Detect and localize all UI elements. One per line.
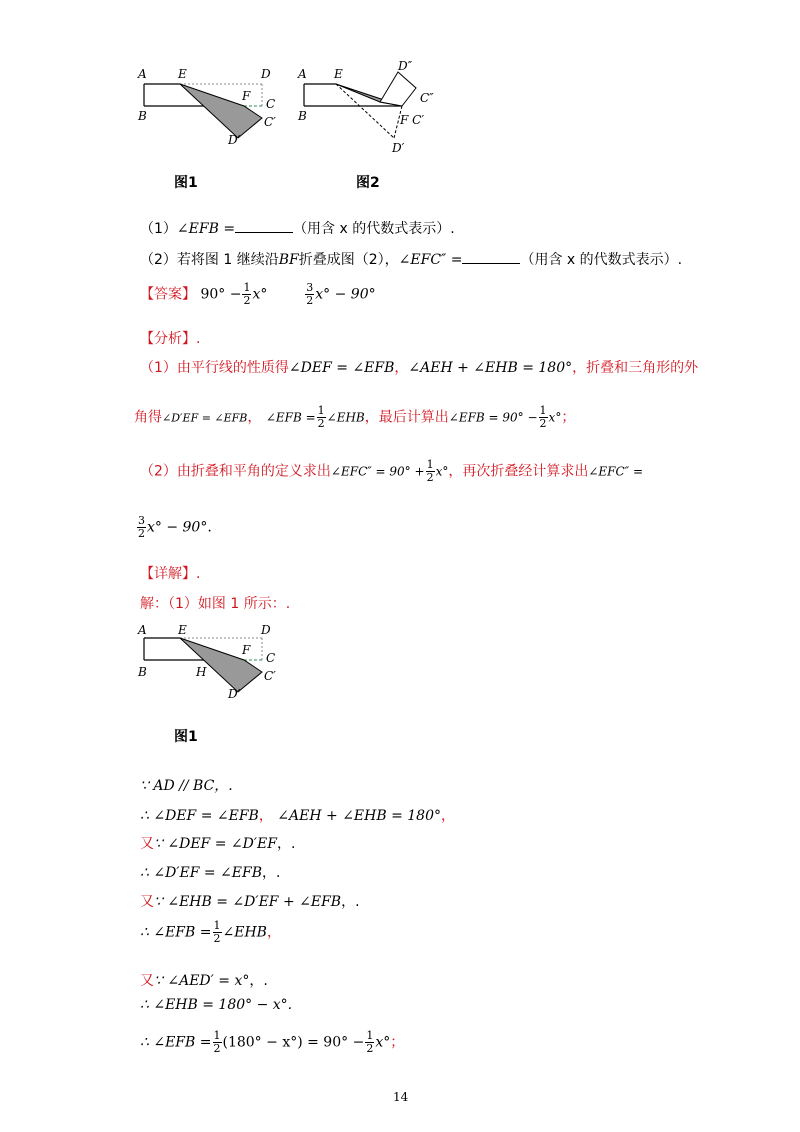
label-D: D [261,623,271,637]
question-1: （1）∠EFB = （用含 x 的代数式表示）. [140,221,455,237]
label-C-prime: C′ [264,669,276,683]
label-D-prime: D′ [392,141,405,155]
analysis-line-3: （2）由折叠和平角的定义求出∠EFC″ = 90° + $\frac{1}{2}$ x°，再次折叠经计算求出∠EFC″ = [140,458,644,484]
answer-blank-2[interactable] [462,251,520,264]
label-A: A [298,67,307,81]
label-E: E [178,623,187,637]
page-number: 14 [393,1090,409,1104]
step-2: ∴ ∠DEF = ∠EFB， ∠AEH + ∠EHB = 180°， [140,808,455,824]
figure-2-top [294,58,454,162]
analysis-line-4: $\frac{3}{2}$ x° − 90°. [138,514,212,540]
label-C-double-prime: C″ [420,91,434,105]
step-8: ∴ ∠EHB = 180° − x°. [140,997,293,1013]
label-F: F [242,89,251,103]
step-9: ∴ ∠EFB = $\frac{1}{2}$ (180° − x°) = 90° − $\frac{1}{2}$ x°； [140,1029,405,1055]
step-7: 又∵ ∠AED′ = x°，. [140,973,268,989]
step-6: ∴ ∠EFB = $\frac{1}{2}$ ∠EHB， [140,919,281,945]
label-D: D [261,67,271,81]
label-E: E [334,67,343,81]
figure-1-top [134,62,284,162]
question-2: （2）若将图 1 继续沿BF折叠成图（2），∠EFC″ = （用含 x 的代数式表示）. [140,252,683,268]
step-1: ∵ AD // BC，. [140,778,233,794]
answer-blank-1[interactable] [235,220,293,233]
figure-1-detail-caption: 图1 [174,729,198,745]
figure-1-caption: 图1 [174,175,198,191]
label-A: A [138,67,147,81]
answer-line: 【答案】 90° − $\frac{1}{2}$ x° $\frac{3}{2}$ x° − 90° [140,281,376,307]
label-B: B [138,109,147,123]
figure-1-detail [134,622,284,708]
analysis-line-1: （1）由平行线的性质得∠DEF = ∠EFB，∠AEH + ∠EHB = 180°，折叠和三角形的外 [140,360,699,376]
step-4: ∴ ∠D′EF = ∠EFB，. [140,865,281,881]
label-C: C [266,651,276,665]
step-5: 又∵ ∠EHB = ∠D′EF + ∠EFB，. [140,894,360,910]
label-H: H [196,665,207,679]
step-3: 又∵ ∠DEF = ∠D′EF，. [140,836,296,852]
label-C: C [266,97,276,111]
figure-1-diagram [134,62,284,162]
label-F-C-prime: F C′ [400,113,425,127]
label-E: E [178,67,187,81]
label-B: B [298,109,307,123]
detail-intro: 解：（1）如图 1 所示：. [140,596,291,612]
analysis-line-2: 角得∠D′EF = ∠EFB， ∠EFB = $\frac{1}{2}$ ∠EHB，最后计算出∠EFB = 90° − $\frac{1}{2}$ x°； [134,404,576,430]
figure-2-caption: 图2 [356,175,380,191]
label-B: B [138,665,147,679]
analysis-label: 【分析】. [140,331,201,347]
figure-2-diagram [294,58,454,162]
label-A: A [138,623,147,637]
detail-label: 【详解】. [140,566,201,582]
label-F: F [242,643,251,657]
label-D-prime: D′ [228,133,241,147]
label-D-double-prime: D″ [398,59,413,73]
figure-1-detail-diagram [134,622,284,708]
label-C-prime: C′ [264,115,276,129]
label-D-prime: D′ [228,687,241,701]
